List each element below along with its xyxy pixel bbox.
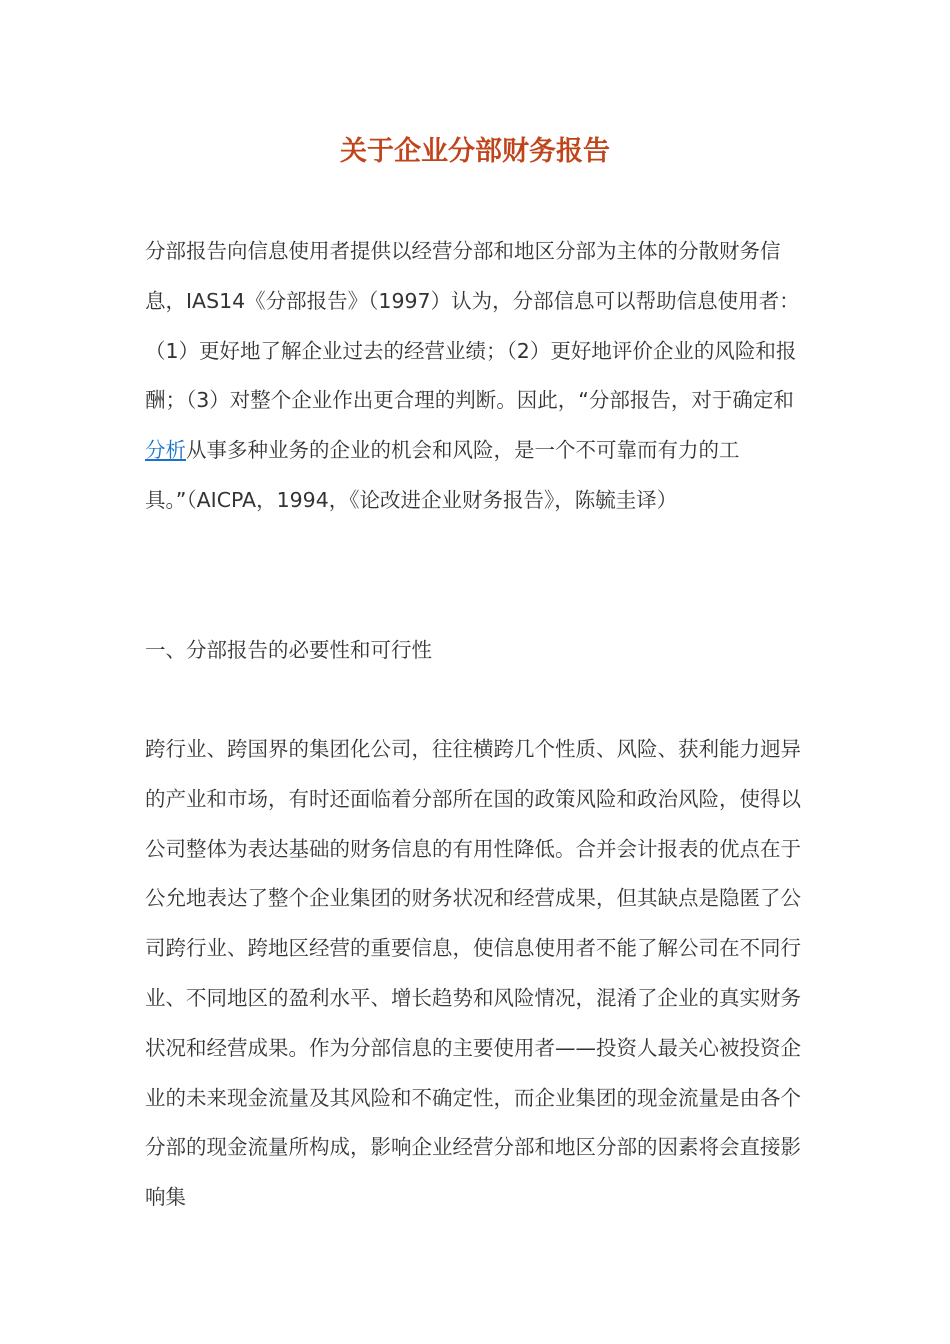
intro-text-before-link: 分部报告向信息使用者提供以经营分部和地区分部为主体的分散财务信息，IAS14《分部报告》（1997）认为，分部信息可以帮助信息使用者：（1）更好地了解企业过去的经营业绩；（2）更好地评价企业的风险和报酬；（3）对整个企业作出更合理的判断。因此，“分部报告，对于确定和	[145, 239, 800, 413]
document-title: 关于企业分部财务报告	[340, 136, 610, 167]
intro-text-after-link: 从事多种业务的企业的机会和风险，是一个不可靠而有力的工具。”（AICPA，1994，《论改进企业财务报告》，陈毓圭译）	[145, 438, 740, 512]
body-paragraph: 跨行业、跨国界的集团化公司，往往横跨几个性质、风险、获利能力迥异的产业和市场，有时还面临着分部所在国的政策风险和政治风险，使得以公司整体为表达基础的财务信息的有用性降低。合并会计报表的优点在于公允地表达了整个企业集团的财务状况和经营成果，但其缺点是隐匿了公司跨行业、跨地区经营的重要信息，使信息使用者不能了解公司在不同行业、不同地区的盈利水平、增长趋势和风险情况，混淆了企业的真实财务状况和经营成果。作为分部信息的主要使用者——投资人最关心被投资企业的未来现金流量及其风险和不确定性，而企业集团的现金流量是由各个分部的现金流量所构成，影响企业经营分部和地区分部的因素将会直接影响集	[145, 737, 801, 1210]
analysis-link[interactable]: 分析	[145, 438, 186, 463]
section-heading: 一、分部报告的必要性和可行性	[145, 638, 432, 662]
intro-paragraph	[145, 227, 805, 526]
